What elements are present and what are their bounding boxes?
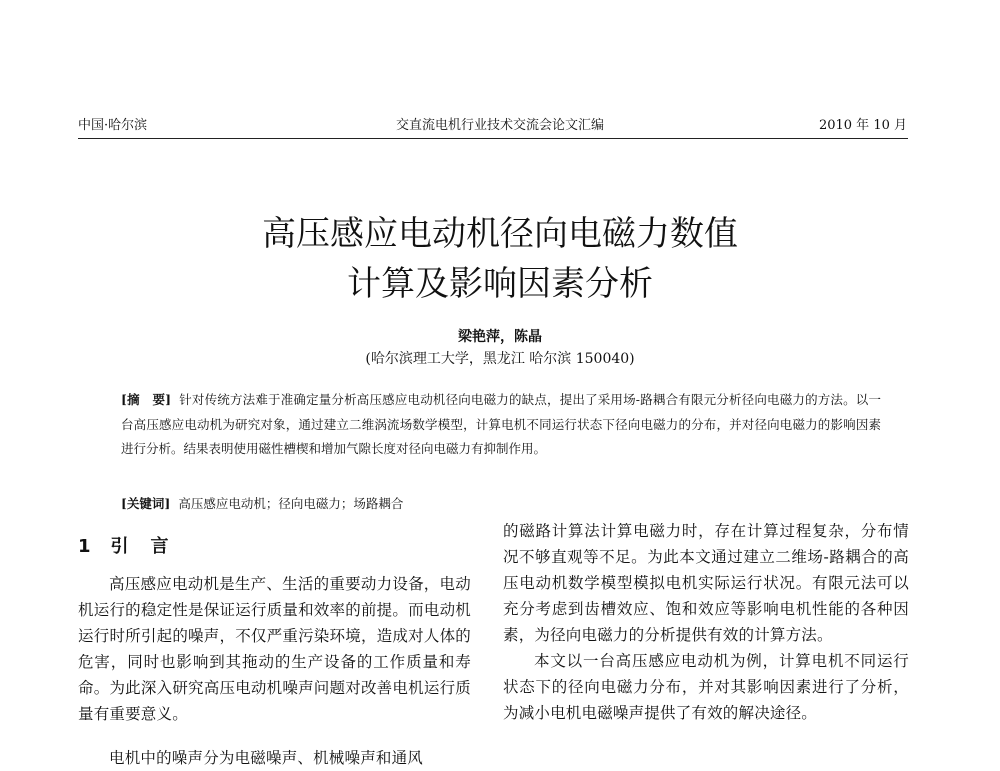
left-column xyxy=(78,571,471,771)
left-paragraph-1: 高压感应电动机是生产、生活的重要动力设备，电动机运行的稳定性是保证运行质量和效率的前提。而电动机运行时所引起的噪声，不仅严重污染环境，造成对人体的危害，同时也影响到其拖动的生产设备的工作质量和寿命。为此深入研究高压电动机噪声问题对改善电机运行质量有重要意义。 xyxy=(78,575,471,723)
right-column xyxy=(503,518,909,726)
paper-title-line-1: 高压感应电动机径向电磁力数值 xyxy=(262,214,738,254)
keywords xyxy=(121,494,403,514)
abstract xyxy=(121,388,881,462)
abstract-text: 针对传统方法难于准确定量分析高压感应电动机径向电磁力的缺点，提出了采用场-路耦合有限元分析径向电磁力的方法。以一台高压感应电动机为研究对象，通过建立二维涡流场数学模型，计算电机不同运行状态下径向电磁力的分布，并对径向电磁力的影响因素进行分析。结果表明使用磁性槽楔和增加气隙长度对径向电磁力有抑制作用。 xyxy=(121,392,881,456)
right-paragraph-2: 本文以一台高压感应电动机为例，计算电机不同运行状态下的径向电磁力分布，并对其影响因素进行了分析，为减小电机电磁噪声提供了有效的解决途径。 xyxy=(503,652,909,722)
left-paragraph-2: 电机中的噪声分为电磁噪声、机械噪声和通风 xyxy=(109,749,424,767)
section-number: 1 xyxy=(78,536,93,557)
header-divider xyxy=(78,138,908,139)
header-location: 中国·哈尔滨 xyxy=(78,118,148,133)
header-proceedings-title: 交直流电机行业技术交流会论文汇编 xyxy=(395,118,604,133)
authors: 梁艳萍，陈晶 xyxy=(458,329,542,345)
keywords-label: [关键词] xyxy=(121,496,171,511)
section-title: 引 言 xyxy=(110,536,171,557)
right-paragraph-1: 的磁路计算法计算电磁力时，存在计算过程复杂，分布情况不够直观等不足。为此本文通过建立二维场-路耦合的高压电动机数学模型模拟电机实际运行状况。有限元法可以充分考虑到齿槽效应、饱和效应等影响电机性能的各种因素，为径向电磁力的分析提供有效的计算方法。 xyxy=(503,522,909,644)
section-heading-introduction xyxy=(78,534,171,560)
paper-title-line-2: 计算及影响因素分析 xyxy=(347,264,653,304)
keywords-text: 高压感应电动机；径向电磁力；场路耦合 xyxy=(178,496,404,511)
affiliation: (哈尔滨理工大学，黑龙江 哈尔滨 150040) xyxy=(365,351,635,367)
header-date: 2010 年 10 月 xyxy=(818,118,907,133)
abstract-label: [摘 要] xyxy=(121,392,172,407)
